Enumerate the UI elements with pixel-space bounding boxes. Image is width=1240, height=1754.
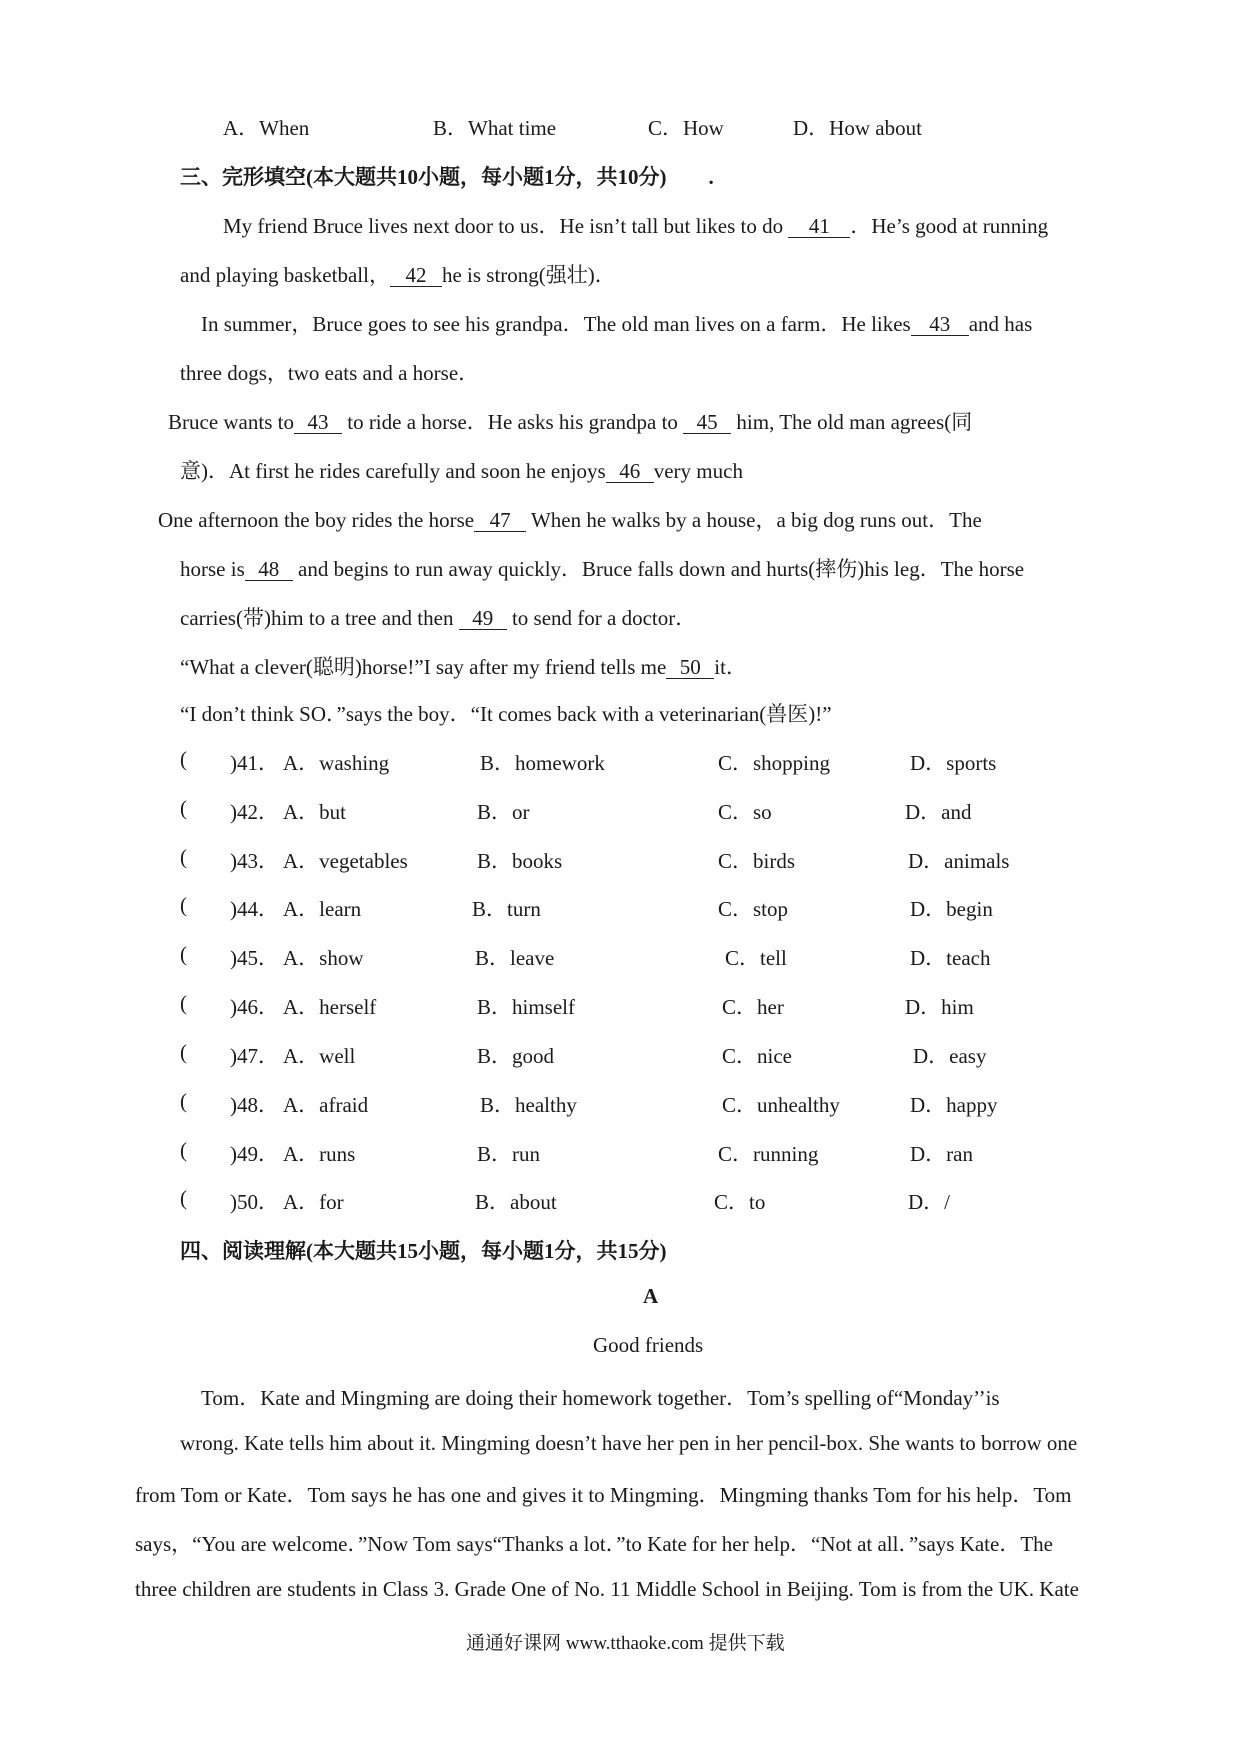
- passage-line-7: [158, 504, 982, 534]
- passage-text: and playing basketball，: [180, 263, 390, 287]
- option-a: A．but: [283, 800, 346, 824]
- option-b: B．himself: [477, 995, 575, 1019]
- question-row: [0, 747, 1240, 777]
- question-row: [0, 845, 1240, 875]
- question-row: [0, 1040, 1240, 1070]
- passage-text: In summer，Bruce goes to see his grandpa．The old man lives on a farm．He likes: [201, 312, 911, 336]
- passage-text: ．He’s good at running: [850, 214, 1049, 238]
- option-a: A．washing: [283, 751, 390, 775]
- option-b: B．run: [477, 1142, 540, 1166]
- question-row: [0, 942, 1240, 972]
- blank-45: 45: [683, 411, 731, 434]
- option-d: D．/: [908, 1190, 950, 1214]
- option-a: A．well: [283, 1044, 356, 1068]
- answer-paren: (: [180, 942, 187, 966]
- option-d: D．teach: [910, 946, 991, 970]
- option-b: B．leave: [475, 946, 555, 970]
- passage-line-6: [180, 455, 743, 485]
- passage-line-9: [180, 602, 696, 632]
- option-b: B．homework: [480, 751, 605, 775]
- question-number: )45．: [230, 946, 279, 970]
- question-row: [0, 1186, 1240, 1216]
- blank-50: 50: [666, 656, 714, 679]
- question-row: [0, 1089, 1240, 1119]
- option-c: C．birds: [718, 849, 796, 873]
- reading-line: Tom．Kate and Mingming are doing their homework together．Tom’s spelling of“Monday’’is: [201, 1386, 1000, 1410]
- blank-46: 46: [606, 460, 654, 483]
- option-a: A．show: [283, 946, 364, 970]
- passage-text: and begins to run away quickly．Bruce falls down and hurts(摔伤)his leg．The horse: [292, 557, 1025, 581]
- prev-option-a: A．When: [223, 116, 310, 140]
- option-b: B．or: [477, 800, 530, 824]
- reading-line: says，“You are welcome．”Now Tom says“Thanks a lot．”to Kate for her help．“Not at all．”says Kate．The: [135, 1532, 1053, 1556]
- passage-text: to ride a horse．He asks his grandpa to: [341, 410, 684, 434]
- option-d: D．him: [905, 995, 974, 1019]
- question-number: )42．: [230, 800, 279, 824]
- option-c: C．tell: [725, 946, 787, 970]
- question-number: )46．: [230, 995, 279, 1019]
- question-number: )44．: [230, 897, 279, 921]
- section3-trailing-mark: .: [708, 165, 714, 189]
- question-number: )41．: [230, 751, 279, 775]
- answer-paren: (: [180, 1040, 187, 1064]
- blank-43b: 43: [294, 411, 342, 434]
- option-a: A．herself: [283, 995, 377, 1019]
- option-b: B．about: [475, 1190, 557, 1214]
- reading-title: Good friends: [593, 1333, 704, 1357]
- passage-line-10: [180, 651, 747, 681]
- passage-line-5: [168, 406, 972, 436]
- prev-option-b: B．What time: [433, 116, 557, 140]
- question-number: )47．: [230, 1044, 279, 1068]
- option-a: A．for: [283, 1190, 344, 1214]
- answer-paren: (: [180, 1089, 187, 1113]
- prev-option-d: D．How about: [793, 116, 922, 140]
- question-number: )50．: [230, 1190, 279, 1214]
- passage-text: Bruce wants to: [168, 410, 294, 434]
- option-a: A．runs: [283, 1142, 356, 1166]
- section4-heading: 四、阅读理解(本大题共15小题，每小题1分，共15分): [180, 1239, 667, 1263]
- passage-text: horse is: [180, 557, 245, 581]
- passage-text: he is strong(强壮)．: [441, 263, 616, 287]
- option-c: C．unhealthy: [722, 1093, 840, 1117]
- option-b: B．turn: [472, 897, 541, 921]
- option-b: B．healthy: [480, 1093, 577, 1117]
- passage-line-1: [223, 210, 1048, 240]
- passage-line-2: [180, 259, 616, 289]
- section3-heading-text: 三、完形填空(本大题共10小题，每小题1分，共10分): [180, 165, 667, 189]
- option-d: D．ran: [910, 1142, 973, 1166]
- question-number: )48．: [230, 1093, 279, 1117]
- passage-text: One afternoon the boy rides the horse: [158, 508, 475, 532]
- option-a: A．afraid: [283, 1093, 369, 1117]
- question-number: )49．: [230, 1142, 279, 1166]
- option-b: B．books: [477, 849, 563, 873]
- reading-line: from Tom or Kate．Tom says he has one and gives it to Mingming．Mingming thanks Tom for his help．Tom: [135, 1483, 1072, 1507]
- passage-line-11: “I don’t think SO．”says the boy．“It comes back with a veterinarian(兽医)!”: [180, 702, 832, 726]
- passage-line-4: three dogs，two eats and a horse．: [180, 361, 480, 385]
- prev-option-c: C．How: [648, 116, 724, 140]
- option-c: C．stop: [718, 897, 789, 921]
- option-d: D．and: [905, 800, 972, 824]
- passage-text: very much: [653, 459, 743, 483]
- answer-paren: (: [180, 747, 187, 771]
- blank-47: 47: [474, 509, 526, 532]
- option-c: C．to: [714, 1190, 766, 1214]
- option-b: B．good: [477, 1044, 555, 1068]
- answer-paren: (: [180, 845, 187, 869]
- question-number: )43．: [230, 849, 279, 873]
- option-c: C．her: [722, 995, 784, 1019]
- reading-line: three children are students in Class 3. Grade One of No. 11 Middle School in Beijing. Tom is from the UK. Kate: [135, 1577, 1079, 1601]
- question-row: [0, 991, 1240, 1021]
- section3-heading: [180, 161, 714, 191]
- question-row: [0, 796, 1240, 826]
- question-row: [0, 1138, 1240, 1168]
- blank-43a: 43: [911, 313, 969, 336]
- answer-paren: (: [180, 991, 187, 1015]
- option-d: D．happy: [910, 1093, 998, 1117]
- option-a: A．vegetables: [283, 849, 408, 873]
- option-d: D．sports: [910, 751, 997, 775]
- passage-text: My friend Bruce lives next door to us．He isn’t tall but likes to do: [223, 214, 789, 238]
- option-d: D．animals: [908, 849, 1010, 873]
- passage-text: him, The old man agrees(同: [731, 410, 973, 434]
- question-row: [0, 893, 1240, 923]
- passage-text: When he walks by a house，a big dog runs out．The: [526, 508, 982, 532]
- option-c: C．so: [718, 800, 772, 824]
- passage-text: it．: [714, 655, 747, 679]
- option-d: D．easy: [913, 1044, 987, 1068]
- answer-paren: (: [180, 1138, 187, 1162]
- reading-line: wrong. Kate tells him about it. Mingming doesn’t have her pen in her pencil-box. She wants to borrow one: [180, 1431, 1078, 1455]
- page-footer: 通通好课网 www.tthaoke.com 提供下载: [466, 1633, 785, 1654]
- section4-part-label: A: [643, 1284, 659, 1308]
- passage-text: to send for a doctor．: [506, 606, 697, 630]
- passage-text: “What a clever(聪明)horse!”I say after my friend tells me: [180, 655, 667, 679]
- passage-text: 意)．At first he rides carefully and soon he enjoys: [180, 459, 606, 483]
- blank-41: 41: [788, 215, 850, 238]
- option-c: C．running: [718, 1142, 819, 1166]
- option-a: A．learn: [283, 897, 362, 921]
- passage-text: and has: [968, 312, 1033, 336]
- blank-49: 49: [459, 607, 507, 630]
- answer-paren: (: [180, 1186, 187, 1210]
- option-c: C．nice: [722, 1044, 792, 1068]
- answer-paren: (: [180, 893, 187, 917]
- option-c: C．shopping: [718, 751, 831, 775]
- passage-text: carries(带)him to a tree and then: [180, 606, 459, 630]
- answer-paren: (: [180, 796, 187, 820]
- passage-line-3: [201, 308, 1032, 338]
- blank-42: 42: [390, 264, 442, 287]
- passage-line-8: [180, 553, 1024, 583]
- option-d: D．begin: [910, 897, 993, 921]
- blank-48: 48: [245, 558, 293, 581]
